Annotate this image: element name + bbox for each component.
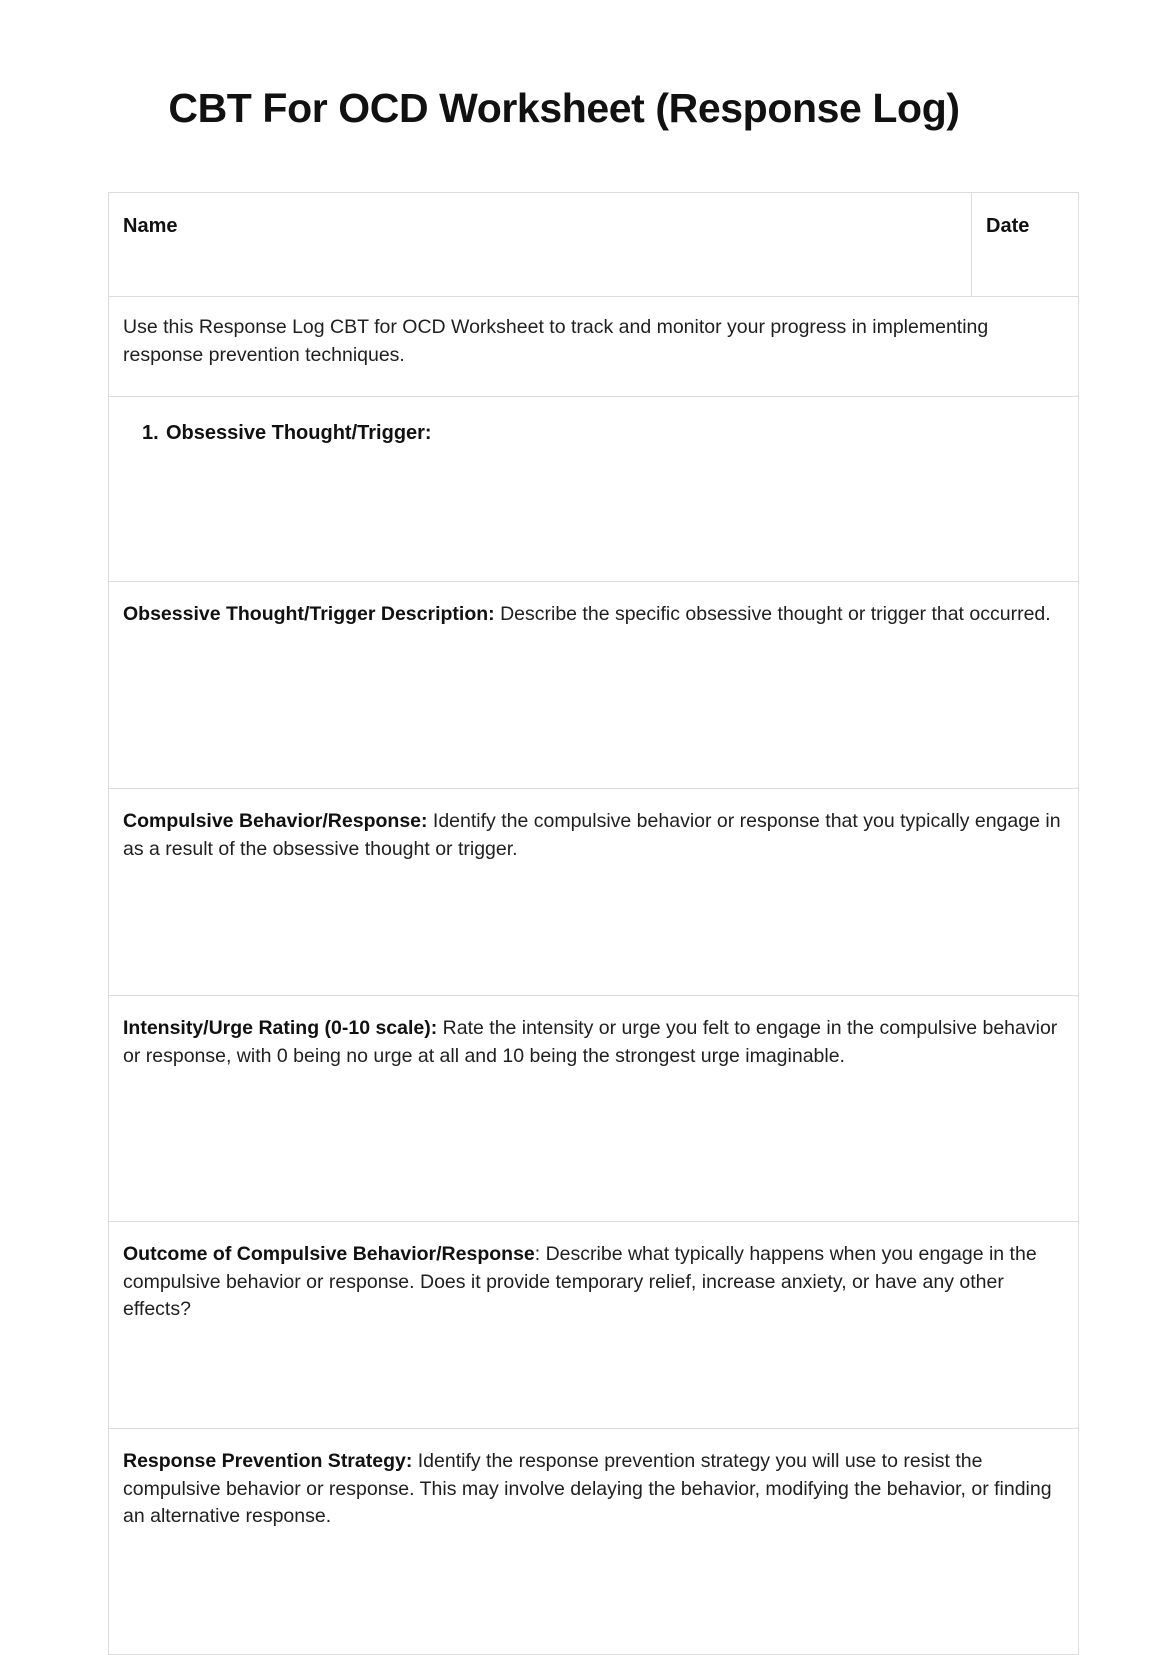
- date-label: Date: [986, 215, 1030, 237]
- table-row-compulsive-behavior: [109, 789, 1079, 996]
- intensity-urge-rating-cell[interactable]: [109, 996, 1079, 1222]
- table-row-response-prevention-strategy: [109, 1429, 1079, 1655]
- page-title: CBT For OCD Worksheet (Response Log): [168, 85, 960, 131]
- prompt-label: Obsessive Thought/Trigger Description:: [123, 603, 495, 625]
- prompt-text: Describe the specific obsessive thought or trigger that occurred.: [494, 603, 1051, 625]
- date-field-cell[interactable]: [972, 193, 1079, 297]
- prompt-label: Response Prevention Strategy:: [123, 1450, 413, 1472]
- table-row-intro: [109, 297, 1079, 397]
- list-item-label: Obsessive Thought/Trigger:: [166, 422, 432, 444]
- prompt-text: Identify the response prevention strategy you will use to resist the compulsive behavior or response. This may involve delaying the behavior, modifying the behavior, or finding an alternative response.: [123, 1450, 1052, 1528]
- prompt-text: Identify the compulsive behavior or response that you typically engage in as a result of the obsessive thought or trigger.: [123, 810, 1061, 860]
- table-row-obsessive-thought-description: [109, 582, 1079, 789]
- table-row-name-date: [109, 193, 1079, 297]
- obsessive-thought-trigger-cell[interactable]: [109, 397, 1079, 582]
- table-row-intensity-urge-rating: [109, 996, 1079, 1222]
- compulsive-behavior-cell[interactable]: [109, 789, 1079, 996]
- name-label: Name: [123, 215, 178, 237]
- prompt-label: Intensity/Urge Rating (0-10 scale):: [123, 1017, 438, 1039]
- intro-cell: [109, 297, 1079, 397]
- table-row-outcome: [109, 1222, 1079, 1429]
- table-row-obsessive-thought-trigger: [109, 397, 1079, 582]
- outcome-cell[interactable]: [109, 1222, 1079, 1429]
- worksheet-table: [108, 192, 1079, 1655]
- list-item: [123, 419, 1064, 447]
- prompt-text: Rate the intensity or urge you felt to engage in the compulsive behavior or response, with 0 being no urge at all and 10 being the strongest urge imaginable.: [123, 1017, 1058, 1067]
- name-field-cell[interactable]: [109, 193, 972, 297]
- prompt-text: : Describe what typically happens when you engage in the compulsive behavior or response. Does it provide temporary relief, increase anxiety, or have any other effects?: [123, 1243, 1037, 1321]
- prompt-label: Compulsive Behavior/Response:: [123, 810, 428, 832]
- intro-text: Use this Response Log CBT for OCD Worksheet to track and monitor your progress in implementing response prevention techniques.: [123, 316, 989, 366]
- response-prevention-strategy-cell[interactable]: [109, 1429, 1079, 1655]
- prompt-label: Outcome of Compulsive Behavior/Response: [123, 1243, 535, 1265]
- obsessive-thought-description-cell[interactable]: [109, 582, 1079, 789]
- list-item-number: 1.: [142, 422, 159, 444]
